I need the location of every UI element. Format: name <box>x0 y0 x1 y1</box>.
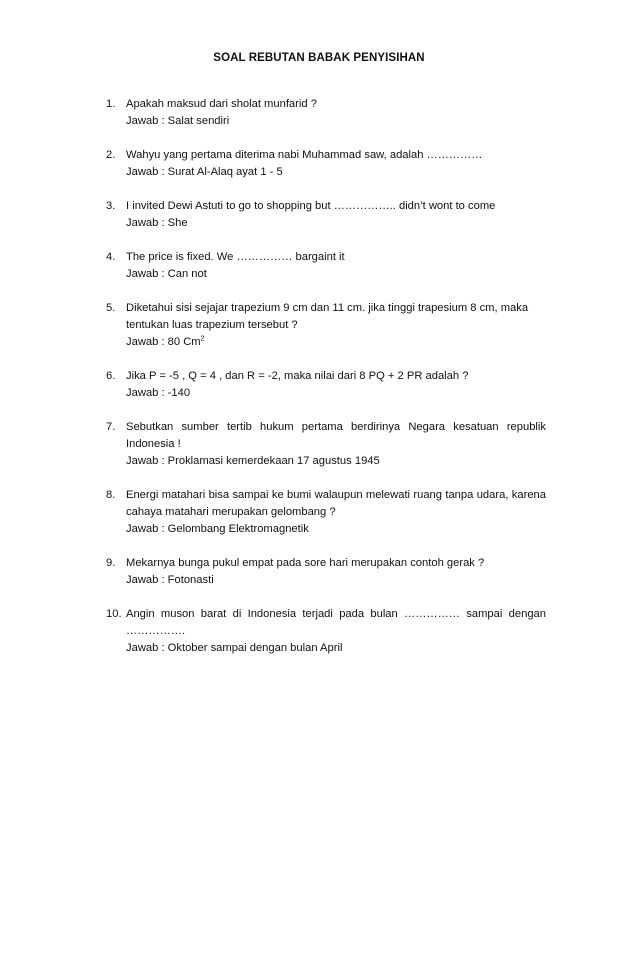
question-text: Apakah maksud dari sholat munfarid ? <box>126 98 317 110</box>
question-item <box>106 198 546 232</box>
question-item <box>106 249 546 283</box>
question-text: Mekarnya bunga pukul empat pada sore hari merupakan contoh gerak ? <box>126 557 485 569</box>
question-number: 5. <box>106 302 116 314</box>
question-text: The price is fixed. We …………… bargaint it <box>126 251 345 263</box>
question-number: 2. <box>106 149 116 161</box>
answer-text: Jawab : Fotonasti <box>126 574 214 586</box>
answer-text: Jawab : Proklamasi kemerdekaan 17 agustus 1945 <box>126 455 380 467</box>
answer-text: Jawab : She <box>126 217 188 229</box>
answer-text: Jawab : Oktober sampai dengan bulan April <box>126 642 343 654</box>
question-item <box>106 368 546 402</box>
question-number: 4. <box>106 251 116 263</box>
answer-text: Jawab : Gelombang Elektromagnetik <box>126 523 309 535</box>
question-text: Energi matahari bisa sampai ke bumi walaupun melewati ruang tanpa udara, karena cahaya matahari merupakan gelombang ? <box>126 489 546 518</box>
question-number: 8. <box>106 489 116 501</box>
question-number: 3. <box>106 200 116 212</box>
answer-text: Jawab : Salat sendiri <box>126 115 230 127</box>
question-item <box>106 487 546 538</box>
answer-value: Jawab : 80 Cm <box>126 336 201 348</box>
question-number: 10. <box>106 608 122 620</box>
question-item <box>106 300 546 351</box>
answer-text: Jawab : -140 <box>126 387 191 399</box>
question-item <box>106 147 546 181</box>
answer-text: Jawab : Can not <box>126 268 207 280</box>
superscript-exponent: 2 <box>200 335 205 343</box>
answer-text <box>106 334 546 351</box>
question-number: 6. <box>106 370 116 382</box>
question-number: 7. <box>106 421 116 433</box>
answer-text: Jawab : Surat Al-Alaq ayat 1 - 5 <box>126 166 283 178</box>
question-list <box>106 96 546 674</box>
document-title: SOAL REBUTAN BABAK PENYISIHAN <box>213 52 425 64</box>
question-item <box>106 96 546 130</box>
question-number: 9. <box>106 557 116 569</box>
question-text: Diketahui sisi sejajar trapezium 9 cm dan 11 cm. jika tinggi trapesium 8 cm, maka tentukan luas trapezium tersebut ? <box>126 302 529 331</box>
question-number: 1. <box>106 98 116 110</box>
question-item <box>106 555 546 589</box>
question-text: Sebutkan sumber tertib hukum pertama berdirinya Negara kesatuan republik Indonesia ! <box>126 421 546 450</box>
question-item <box>106 419 546 470</box>
question-text: Jika P = -5 , Q = 4 , dan R = -2, maka nilai dari 8 PQ + 2 PR adalah ? <box>126 370 469 382</box>
question-text: Angin muson barat di Indonesia terjadi pada bulan …………… sampai dengan ……………. <box>126 608 546 637</box>
question-text: Wahyu yang pertama diterima nabi Muhammad saw, adalah …………… <box>126 149 483 161</box>
question-item <box>106 606 546 657</box>
question-text: I invited Dewi Astuti to go to shopping but …………….. didn’t wont to come <box>126 200 496 212</box>
